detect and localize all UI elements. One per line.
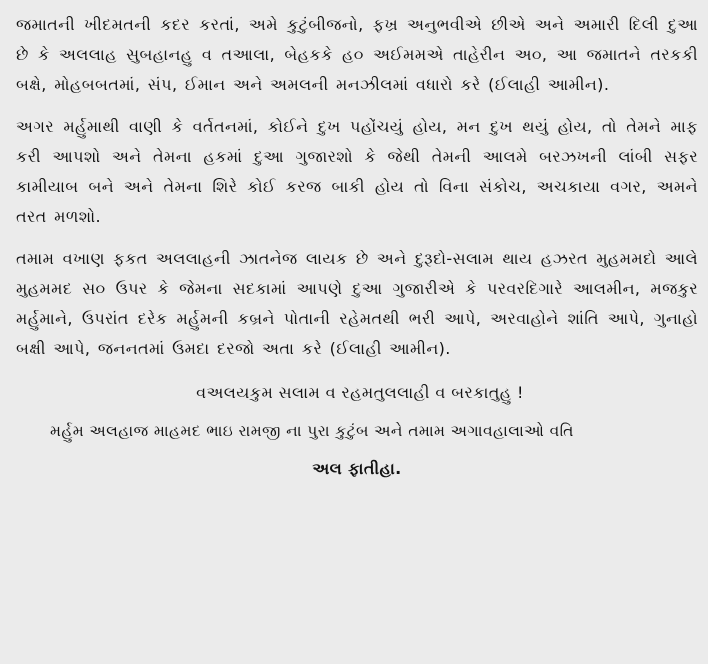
paragraph-forgiveness: અગર મર્હુમાથી વાણી કે વર્તતનમાં, કોઈને દુખ પહોંચયું હોય, મન દુખ થયું હોય, તો તેમને માફ કરી આપશો અને તેમના હકમાં દુઆ ગુજારશો કે જેથી તેમની આલમે બરઝખની લાંબી સફર કામીયાબ બને અને તેમના શિરે કોઈ કરજ બાકી હોય તો વિના સંકોચ, અચકાયા વગર, અમને તરત મળશો. (16, 117, 698, 226)
al-fatiha-line: અલ ફાતીહા. (312, 459, 402, 478)
closing-greeting: વઅલયકુમ સલામ વ રહમતુલલાહી વ બરકાતુહુ ! (196, 383, 524, 402)
paragraph-gratitude: જમાતની ખીદમતની કદર કરતાં, અમે કુટુંબીજનો, ફખ્ર અનુભવીએ છીએ અને અમારી દિલી દુઆ છે કે અલલાહ સુબહાનહુ વ તઆલા, બેહકકે હ૦ અઈમમએ તાહેરીન અ૦, આ જમાતને તરકકી બક્ષે, મોહબબતમાં, સંપ, ઈમાન અને અમલની મનઝીલમાં વધારો કરે (ઈલાહી આમીન). (16, 15, 698, 94)
family-signature: મર્હુમ અલહાજ માહમદ ભાઇ રામજી ના પુરા કુટુંબ અને તમામ અગાવહાલાઓ વતિ (50, 422, 574, 440)
paragraph-praise-prayer: તમામ વખાણ ફકત અલલાહની ઝાતનેજ લાયક છે અને દુરૂદો-સલામ થાય હઝરત મુહમમદો આલે મુહમમદ સ૦ ઉપર કે જેમના સદકામાં આપણે દુઆ ગુજારીએ કે પરવરદિગારે આલમીન, મજકુર મર્હુમાને, ઉપરાંત દરેક મર્હુમની કબ્રને પોતાની રહેમતથી ભરી આપે, અરવાહોને શાંતિ આપે, ગુનાહો બક્ષી આપે, જનનતમાં ઉમદા દરજો અતા કરે (ઈલાહી આમીન). (16, 249, 698, 358)
